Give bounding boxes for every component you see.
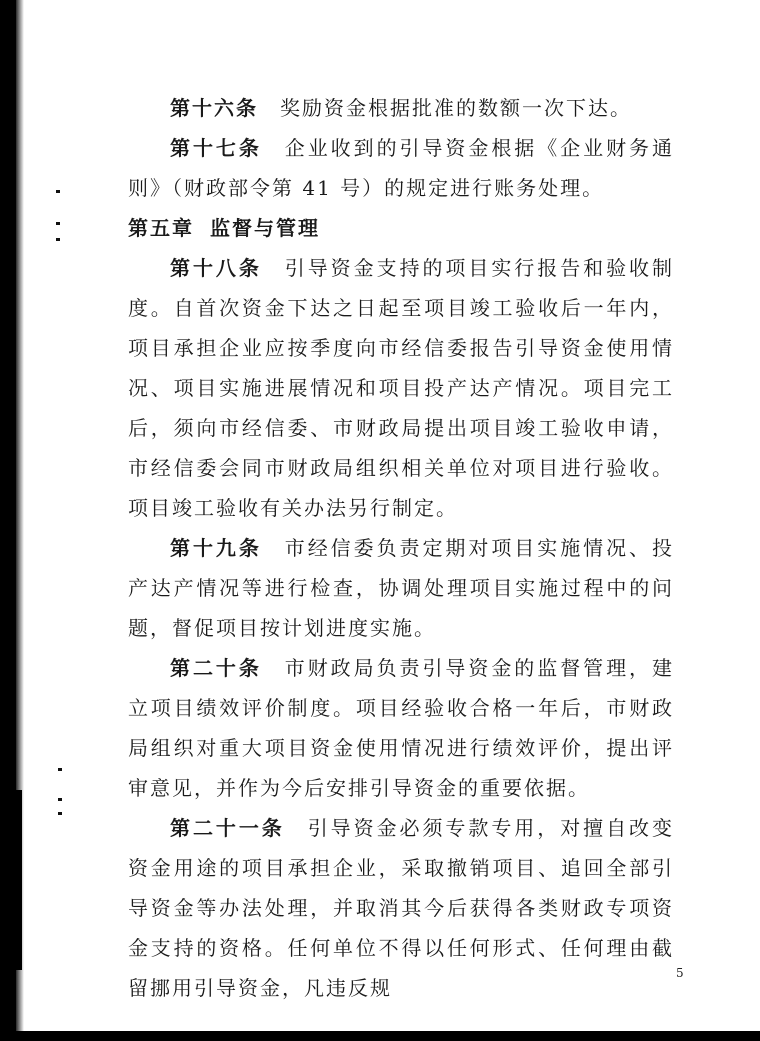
scan-bottom-border	[0, 1031, 760, 1041]
article-heading: 第二十条	[170, 656, 262, 680]
article-text: 奖励资金根据批准的数额一次下达。	[280, 96, 632, 120]
chapter-title: 监督与管理	[210, 216, 320, 240]
article-text: 引导资金必须专款专用，对擅自改变资金用途的项目承担企业，采取撤销项目、追回全部引导资金等办法处理，并取消其今后获得各类财政专项资金支持的资格。任何单位不得以任何形式、任何理由截留挪用引导资金，凡违反规	[128, 816, 675, 1000]
article-heading: 第十七条	[170, 136, 262, 160]
article-20	[128, 648, 674, 808]
chapter-heading	[128, 208, 674, 248]
scan-speck	[58, 798, 62, 801]
article-19	[128, 528, 674, 648]
scan-speck	[58, 812, 62, 815]
document-body	[128, 88, 674, 1008]
scan-speck	[56, 222, 60, 225]
scan-speck	[58, 768, 62, 771]
article-heading: 第十九条	[170, 536, 262, 560]
article-text: 企业收到的引导资金根据《企业财务通则》（财政部令第 41 号）的规定进行账务处理。	[128, 136, 675, 200]
scan-speck	[56, 238, 60, 241]
article-16	[128, 88, 674, 128]
article-text: 市财政局负责引导资金的监督管理，建立项目绩效评价制度。项目经验收合格一年后，市财政局组织对重大项目资金使用情况进行绩效评价，提出评审意见，并作为今后安排引导资金的重要依据。	[128, 656, 675, 800]
article-text: 市经信委负责定期对项目实施情况、投产达产情况等进行检查，协调处理项目实施过程中的问题，督促项目按计划进度实施。	[128, 536, 675, 640]
scan-speck	[56, 190, 60, 193]
page-number: 5	[676, 966, 684, 980]
article-18	[128, 248, 674, 528]
article-heading: 第十八条	[170, 256, 262, 280]
article-heading: 第二十一条	[170, 816, 285, 840]
article-21	[128, 808, 674, 1008]
scan-left-smudge	[0, 790, 22, 970]
article-text: 引导资金支持的项目实行报告和验收制度。自首次资金下达之日起至项目竣工验收后一年内，项目承担企业应按季度向市经信委报告引导资金使用情况、项目实施进展情况和项目投产达产情况。项目完工后，须向市经信委、市财政局提出项目竣工验收申请，市经信委会同市财政局组织相关单位对项目进行验收。项目竣工验收有关办法另行制定。	[128, 256, 675, 520]
article-heading: 第十六条	[170, 96, 258, 120]
chapter-number: 第五章	[128, 216, 194, 240]
article-17	[128, 128, 674, 208]
